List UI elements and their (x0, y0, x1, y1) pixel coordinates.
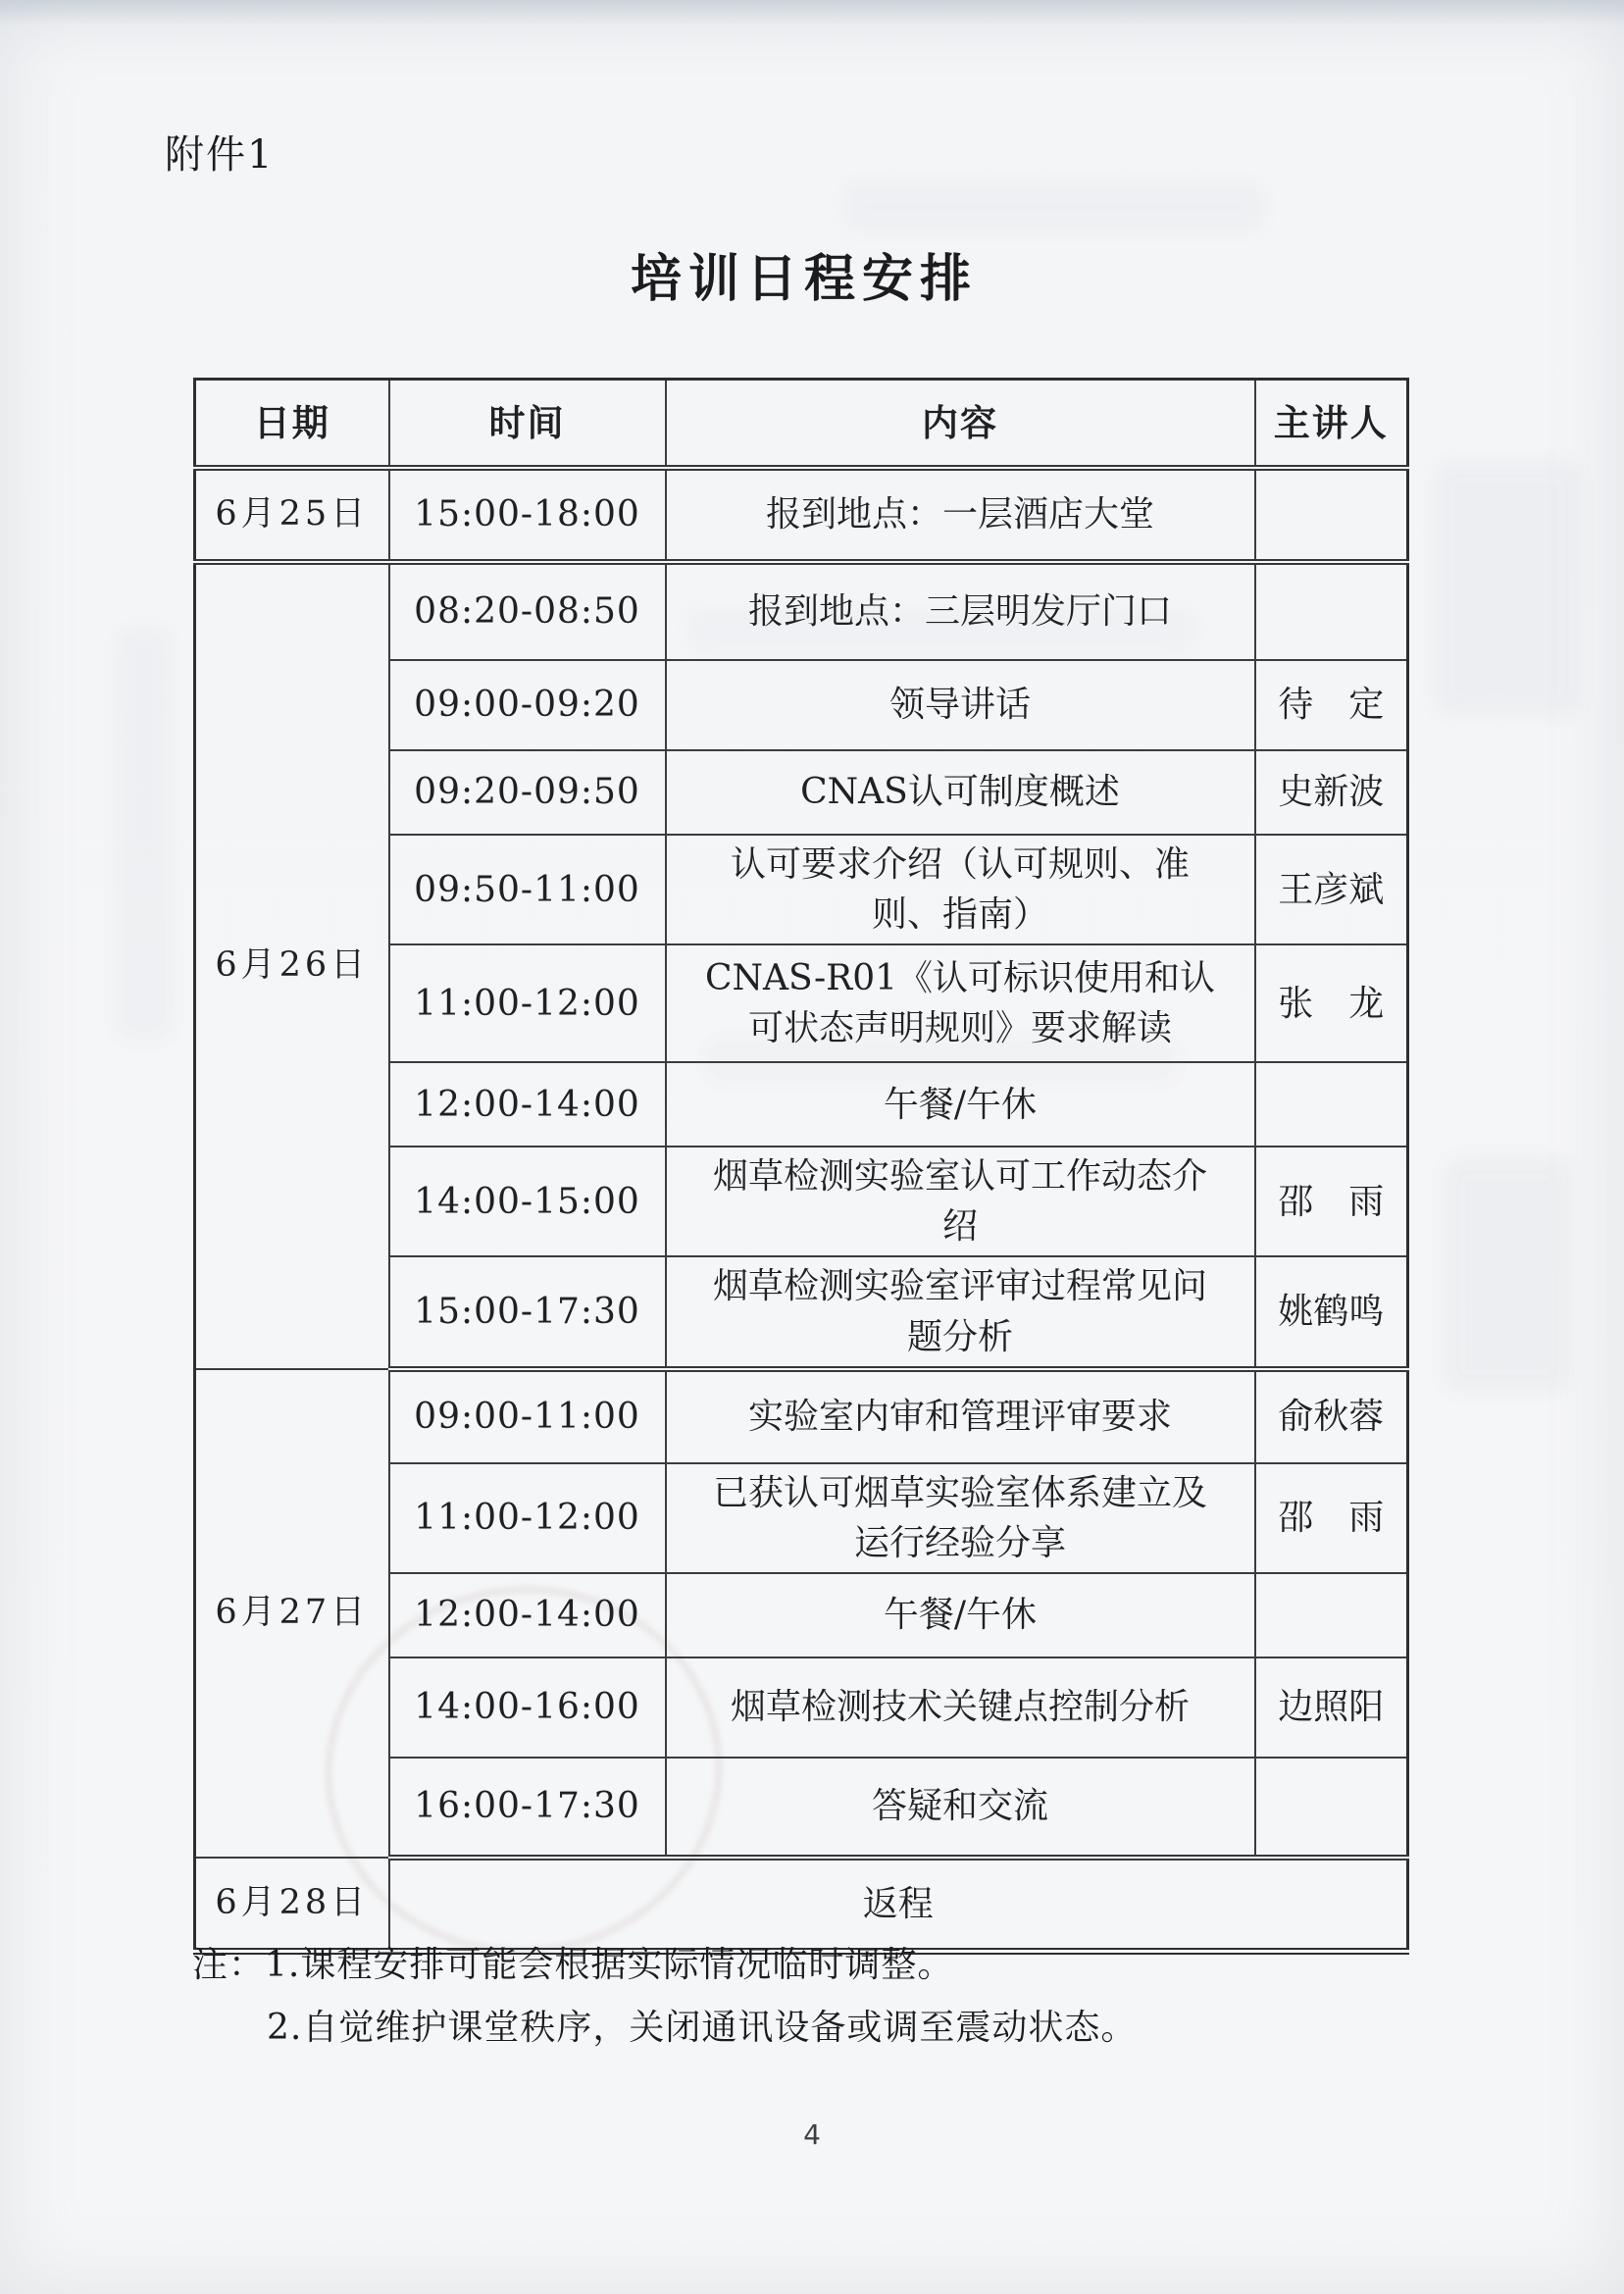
time-cell: 11:00-12:00 (389, 944, 666, 1062)
time-cell: 09:20-09:50 (389, 750, 666, 835)
speaker-cell: 史新波 (1255, 750, 1408, 835)
time-cell: 12:00-14:00 (389, 1573, 666, 1657)
schedule-row (195, 1369, 1408, 1463)
content-cell: 答疑和交流 (666, 1758, 1255, 1858)
bleed-through-smudge (843, 181, 1265, 232)
time-cell: 09:50-11:00 (389, 835, 666, 944)
time-cell: 12:00-14:00 (389, 1062, 666, 1147)
time-cell: 08:20-08:50 (389, 562, 666, 660)
time-cell: 14:00-16:00 (389, 1657, 666, 1758)
bleed-through-smudge (1444, 1157, 1571, 1393)
training-schedule-table (193, 378, 1409, 1955)
date-cell: 6月25日 (195, 468, 389, 562)
date-cell: 6月27日 (195, 1369, 389, 1858)
content-cell: 报到地点：三层明发厅门口 (666, 562, 1255, 660)
notes (192, 1934, 1369, 2060)
content-cell: 已获认可烟草实验室体系建立及运行经验分享 (666, 1463, 1255, 1573)
note-prefix: 注： (192, 1945, 266, 1985)
speaker-cell: 待 定 (1255, 660, 1408, 750)
date-cell: 6月26日 (195, 562, 389, 1369)
header-cell: 内容 (666, 380, 1255, 469)
note-2-text: 2.自觉维护课堂秩序，关闭通讯设备或调至震动状态。 (267, 2008, 1138, 2049)
page-number: 4 (803, 2118, 821, 2151)
content-cell: CNAS-R01《认可标识使用和认可状态声明规则》要求解读 (666, 944, 1255, 1062)
note-1-text: 1.课程安排可能会根据实际情况临时调整。 (265, 1945, 954, 1985)
speaker-cell (1255, 468, 1408, 562)
time-cell: 11:00-12:00 (389, 1463, 666, 1573)
note-line-1 (192, 1934, 1369, 1997)
date-cell: 6月28日 (195, 1858, 389, 1952)
content-cell: 领导讲话 (666, 660, 1255, 750)
scanner-edge-shading (0, 0, 1624, 25)
speaker-cell (1255, 1062, 1408, 1147)
time-cell: 16:00-17:30 (389, 1758, 666, 1858)
time-cell: 09:00-11:00 (389, 1369, 666, 1463)
bleed-through-smudge (116, 628, 173, 1040)
speaker-cell: 俞秋蓉 (1255, 1369, 1408, 1463)
speaker-cell: 邵 雨 (1255, 1147, 1408, 1256)
time-cell: 15:00-17:30 (389, 1256, 666, 1368)
speaker-cell (1255, 1758, 1408, 1858)
speaker-cell: 张 龙 (1255, 944, 1408, 1062)
page-title: 培训日程安排 (630, 249, 978, 309)
schedule-header-row (195, 380, 1408, 469)
time-cell: 09:00-09:20 (389, 660, 666, 750)
speaker-cell (1255, 562, 1408, 660)
speaker-cell: 王彦斌 (1255, 835, 1408, 944)
time-cell: 15:00-18:00 (389, 468, 666, 562)
time-cell: 14:00-15:00 (389, 1147, 666, 1256)
header-cell: 日期 (195, 380, 389, 469)
note-line-2 (192, 1997, 1369, 2060)
content-cell: 烟草检测实验室评审过程常见问题分析 (666, 1256, 1255, 1368)
speaker-cell: 邵 雨 (1255, 1463, 1408, 1573)
content-cell: 认可要求介绍（认可规则、准则、指南） (666, 835, 1255, 944)
bleed-through-smudge (1434, 461, 1581, 716)
content-cell: 报到地点：一层酒店大堂 (666, 468, 1255, 562)
content-cell: CNAS认可制度概述 (666, 750, 1255, 835)
content-cell: 午餐/午休 (666, 1573, 1255, 1657)
speaker-cell (1255, 1573, 1408, 1657)
content-cell: 烟草检测实验室认可工作动态介绍 (666, 1147, 1255, 1256)
content-cell: 实验室内审和管理评审要求 (666, 1369, 1255, 1463)
content-cell: 烟草检测技术关键点控制分析 (666, 1657, 1255, 1758)
attachment-label: 附件1 (165, 132, 275, 178)
schedule-row (195, 562, 1408, 660)
schedule-row (195, 468, 1408, 562)
speaker-cell: 姚鹤鸣 (1255, 1256, 1408, 1368)
speaker-cell: 边照阳 (1255, 1657, 1408, 1758)
header-cell: 主讲人 (1255, 380, 1408, 469)
content-cell: 午餐/午休 (666, 1062, 1255, 1147)
header-cell: 时间 (389, 380, 666, 469)
schedule-body (195, 468, 1408, 1952)
content-cell: 返程 (389, 1858, 1408, 1952)
